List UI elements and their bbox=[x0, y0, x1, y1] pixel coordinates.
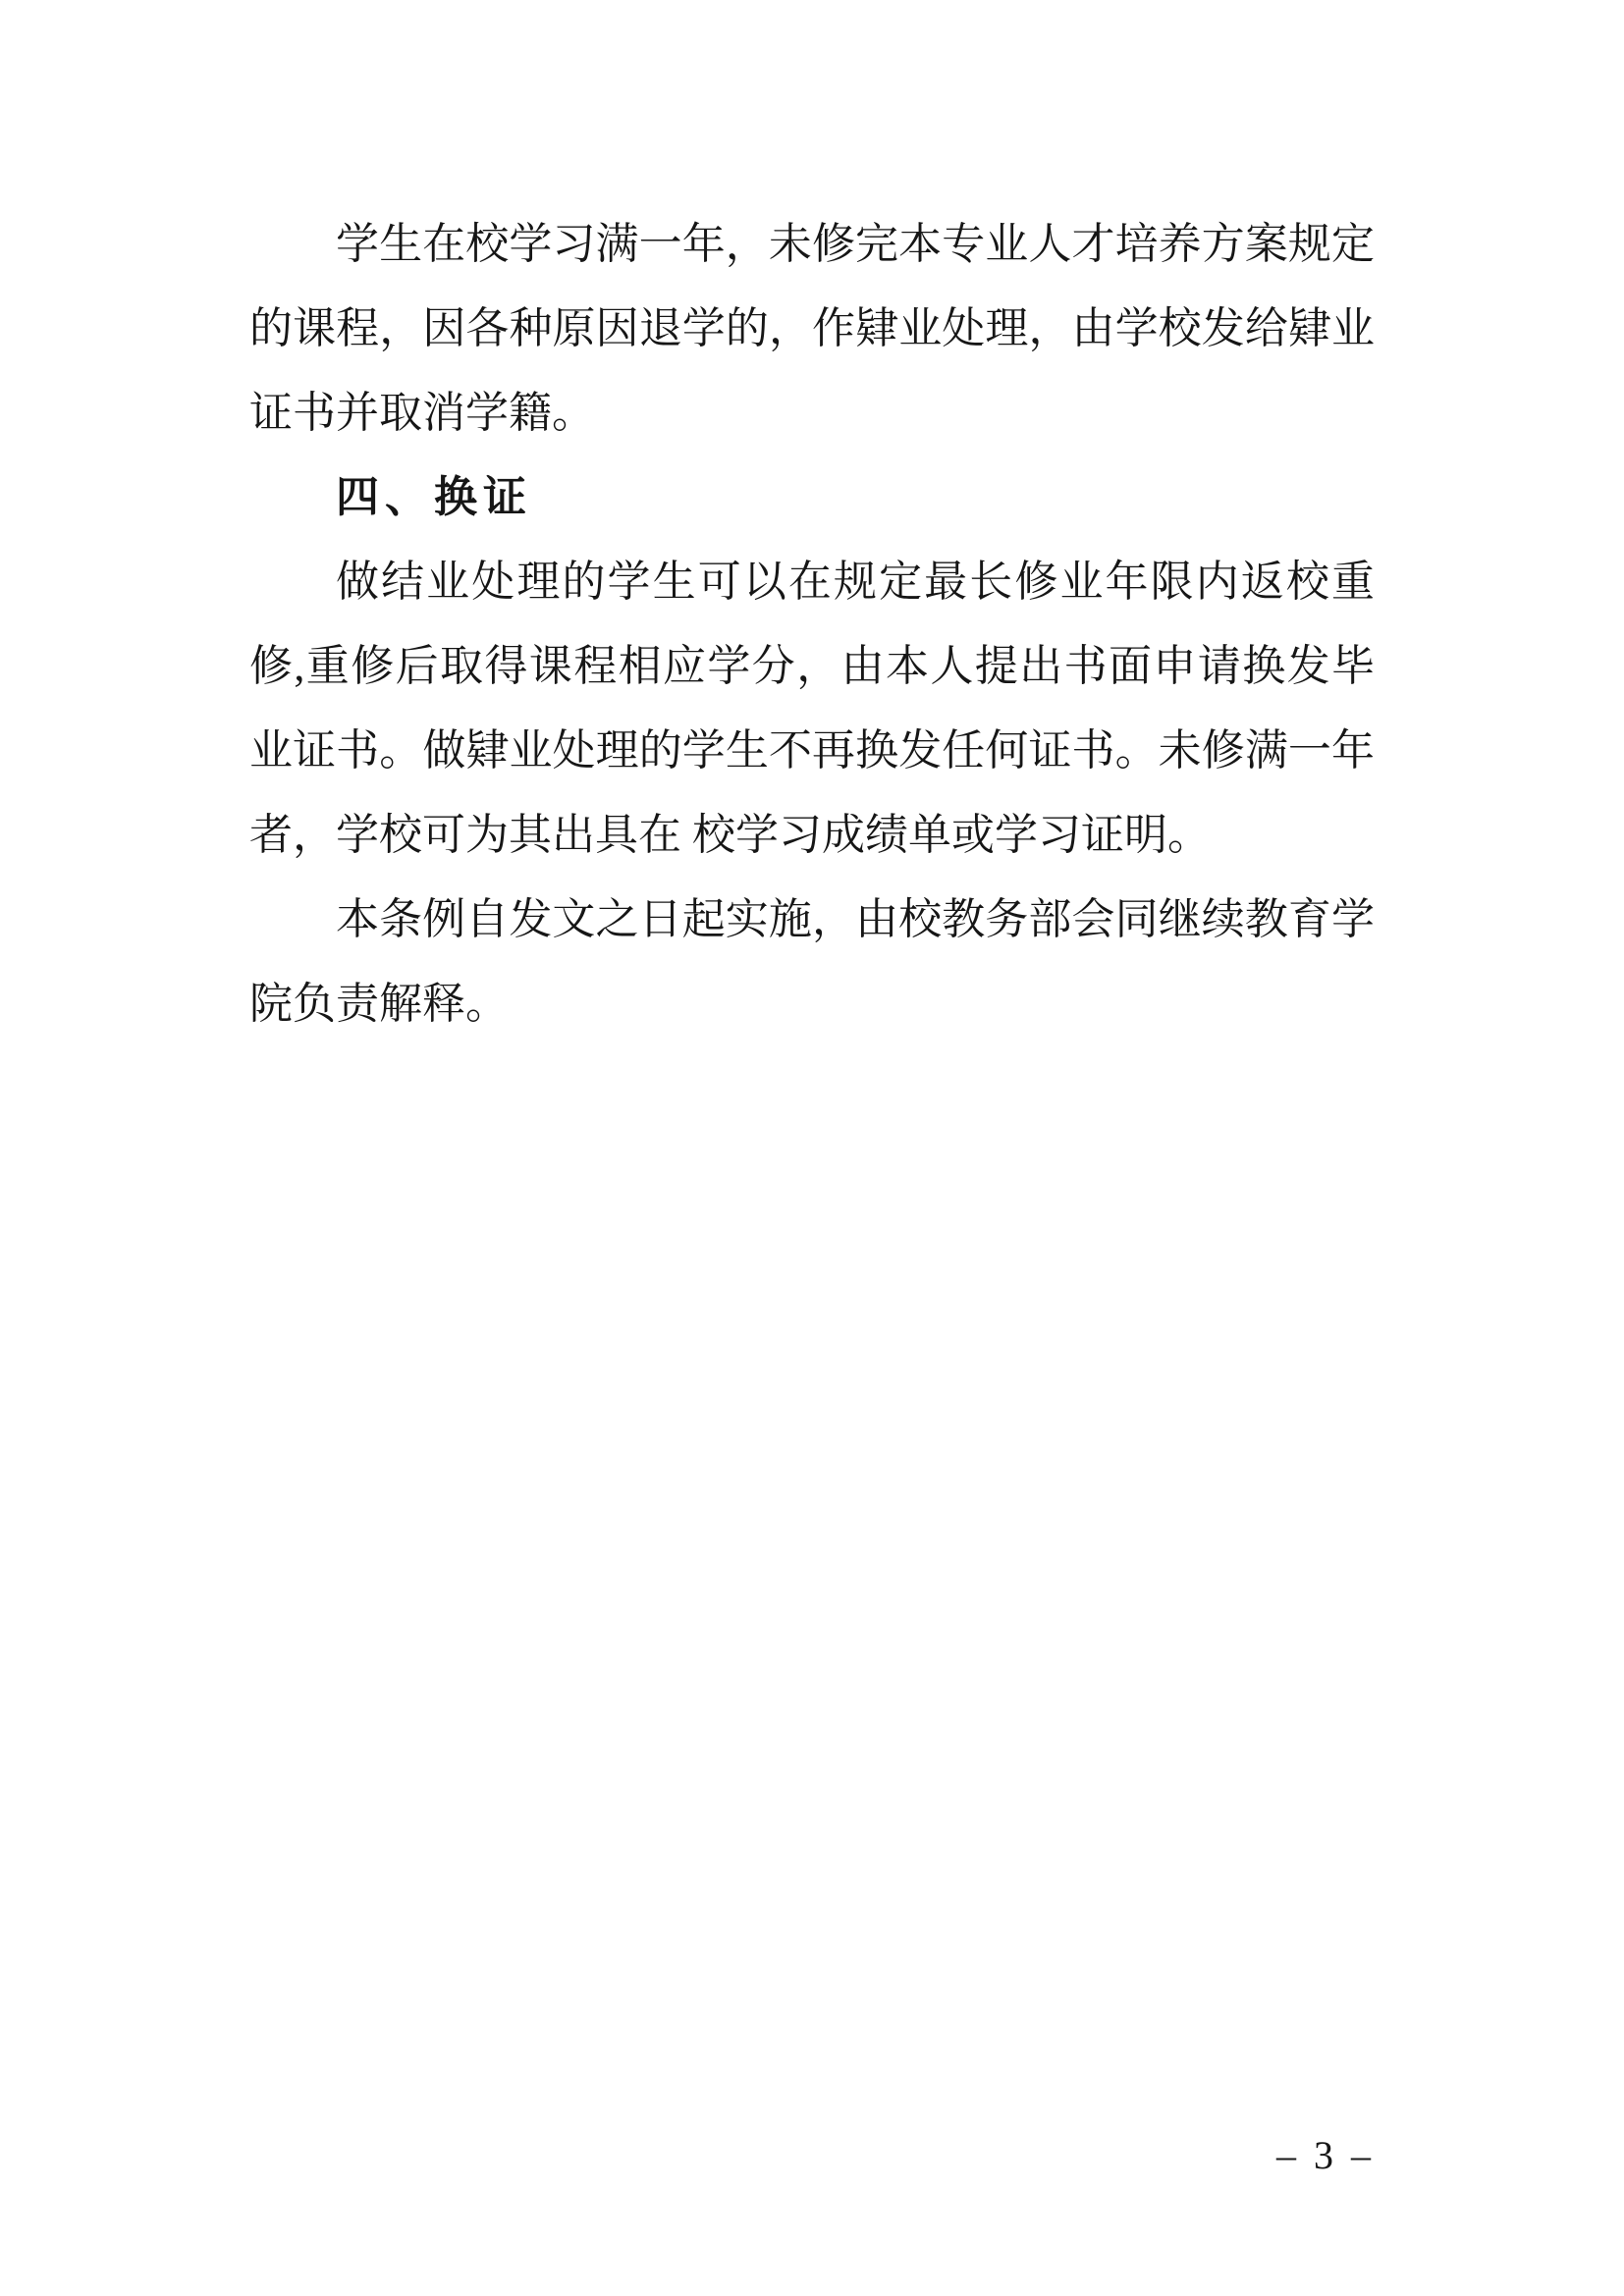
paragraph1-line1: 学生在校学习满一年，未修完本专业人才培养方案规定 bbox=[336, 220, 1375, 268]
paragraph2-line1: 做结业处理的学生可以在规定最长修业年限内返校重 bbox=[336, 558, 1375, 606]
paragraph1-line2: 的课程，因各种原因退学的，作肄业处理，由学校发给肄业 bbox=[249, 304, 1375, 352]
paragraph-1 bbox=[249, 202, 1375, 455]
paragraph1-line3: 证书并取消学籍。 bbox=[249, 389, 595, 437]
paragraph2-line4: 者，学校可为其出具在 校学习成绩单或学习证明。 bbox=[249, 811, 1211, 859]
page-number: – 3 – bbox=[1276, 2133, 1375, 2177]
paragraph-2 bbox=[249, 540, 1375, 878]
paragraph2-line3: 业证书。做肄业处理的学生不再换发任何证书。未修满一年 bbox=[249, 726, 1375, 774]
paragraph3-line1: 本条例自发文之日起实施，由校教务部会同继续教育学 bbox=[336, 895, 1375, 943]
document-body bbox=[249, 202, 1375, 1046]
paragraph3-line2: 院负责解释。 bbox=[249, 980, 509, 1028]
paragraph2-line2: 修,重修后取得课程相应学分，由本人提出书面申请换发毕 bbox=[249, 642, 1375, 690]
paragraph-3 bbox=[249, 878, 1375, 1046]
section-heading: 四、换证 bbox=[336, 473, 532, 521]
